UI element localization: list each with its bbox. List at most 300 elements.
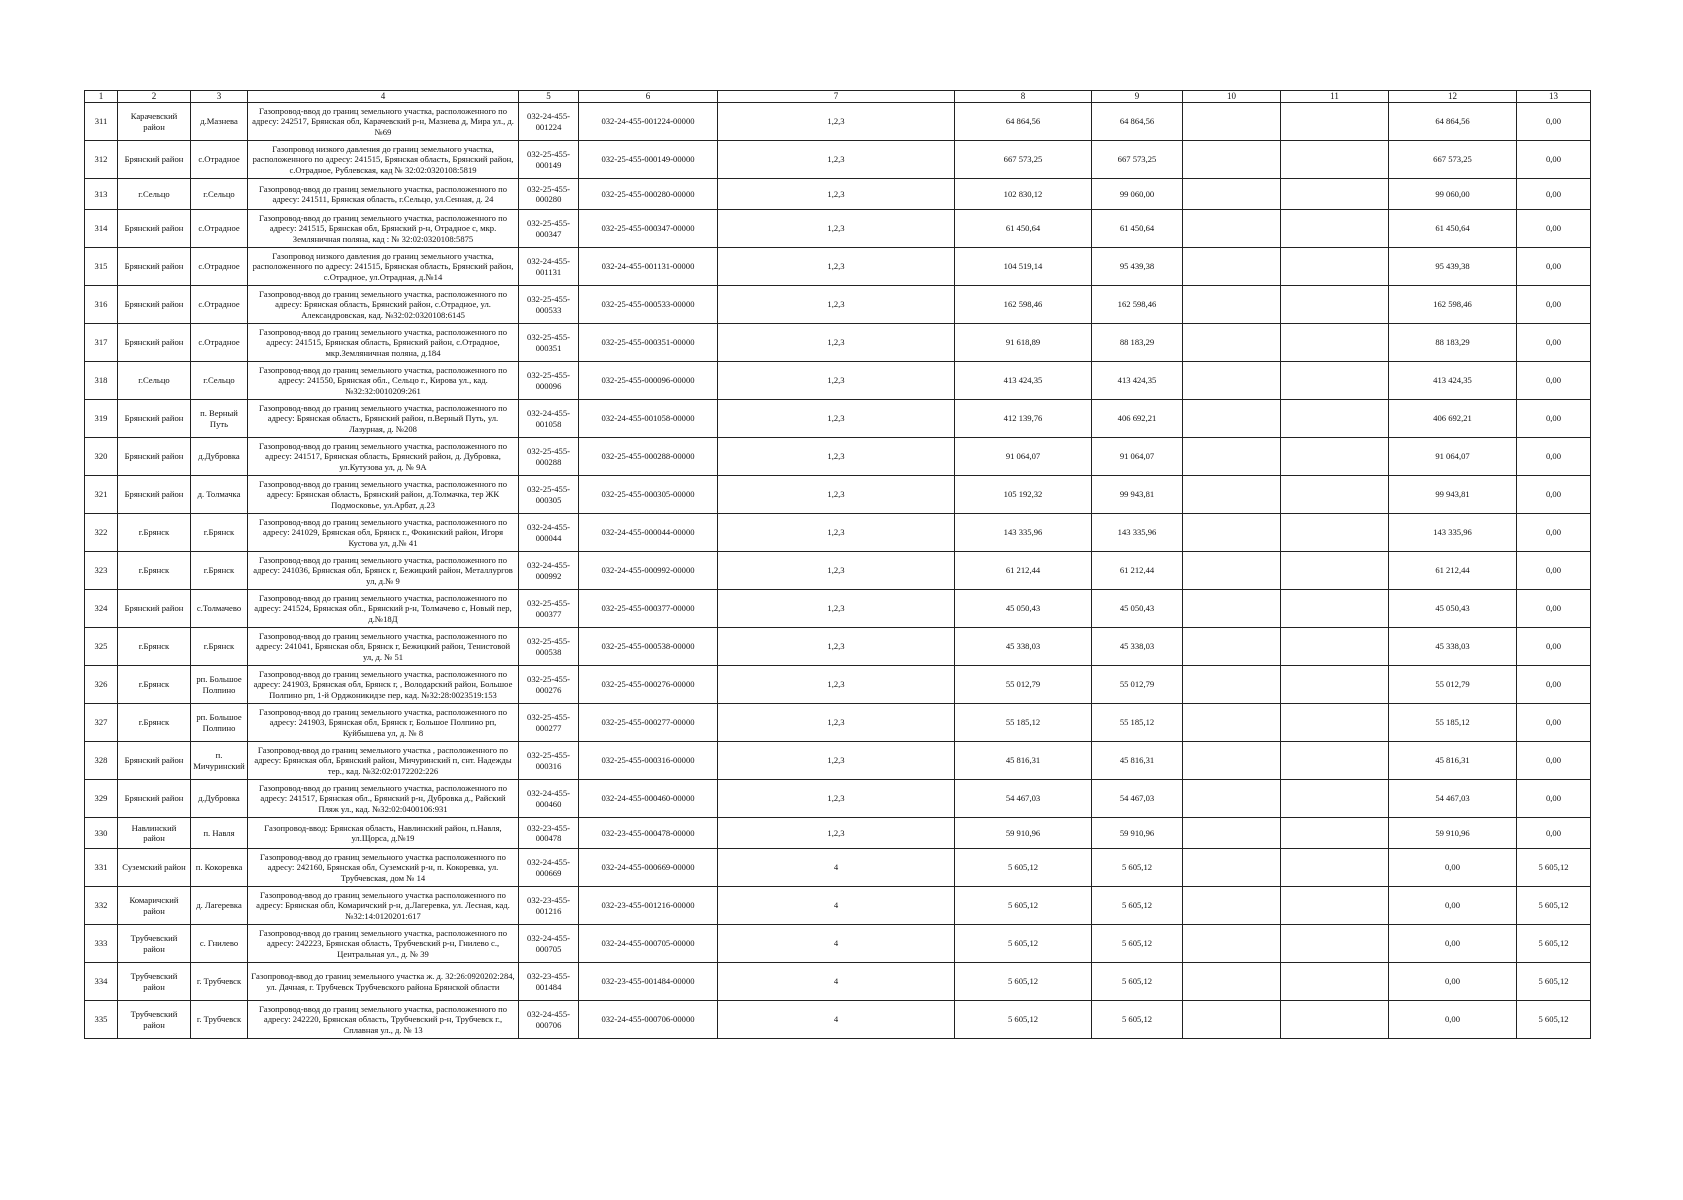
object-description-cell: Газопровод-ввод до границ земельного участка, расположенного по адресу: 241036, Брянская обл, Брянск г, Бежицкий район, Металлургов ул, д.№ 9 [248,552,519,590]
category-cell: 1,2,3 [718,780,955,818]
cost-total-cell: 143 335,96 [955,514,1092,552]
col10-cell [1183,742,1281,780]
table-row [85,324,1591,362]
col10-cell [1183,849,1281,887]
inventory-code-cell: 032-25-455-000347-00000 [579,210,718,248]
cost-col13-cell: 0,00 [1517,552,1591,590]
col10-cell [1183,210,1281,248]
col11-cell [1281,476,1389,514]
district-cell: Брянский район [118,286,191,324]
object-description-cell: Газопровод-ввод до границ земельного участка расположенного по адресу: Брянская обл, Комаричский р-н, д.Лагеревка, ул. Лесная, кад.№32:14:0120201:617 [248,887,519,925]
object-description-cell: Газопровод-ввод до границ земельного участка, расположенного по адресу: Брянская область, Брянский район, д.Толмачка, тер ЖК Подмосковье, ул.Арбат, д.23 [248,476,519,514]
row-number: 334 [85,963,118,1001]
column-header: 2 [118,91,191,103]
cost-col13-cell: 0,00 [1517,438,1591,476]
object-description-cell: Газопровод-ввод до границ земельного участка, расположенного по адресу: 241517, Брянская обл., Брянский р-н, Дубровка д., Райский Пляж ул., кад. №32:02:0400106:931 [248,780,519,818]
row-number: 322 [85,514,118,552]
cost-accepted-cell: 99 943,81 [1092,476,1183,514]
table-row [85,704,1591,742]
cost-col13-cell: 0,00 [1517,362,1591,400]
district-cell: Брянский район [118,400,191,438]
cost-total-cell: 102 830,12 [955,179,1092,210]
category-cell: 1,2,3 [718,179,955,210]
col11-cell [1281,514,1389,552]
cost-col12-cell: 45 338,03 [1389,628,1517,666]
cost-col13-cell: 0,00 [1517,141,1591,179]
district-cell: г.Сельцо [118,362,191,400]
district-cell: Трубчевский район [118,1001,191,1039]
district-cell: г.Брянск [118,704,191,742]
table-row [85,362,1591,400]
col11-cell [1281,742,1389,780]
col11-cell [1281,400,1389,438]
cost-col13-cell: 0,00 [1517,248,1591,286]
cost-col12-cell: 406 692,21 [1389,400,1517,438]
cost-total-cell: 45 816,31 [955,742,1092,780]
col10-cell [1183,324,1281,362]
settlement-cell: г.Брянск [191,628,248,666]
settlement-cell: д.Дубровка [191,438,248,476]
col10-cell [1183,362,1281,400]
col11-cell [1281,248,1389,286]
inventory-code-cell: 032-24-455-000460-00000 [579,780,718,818]
col11-cell [1281,818,1389,849]
cost-total-cell: 55 012,79 [955,666,1092,704]
inventory-code-cell: 032-24-455-000669-00000 [579,849,718,887]
column-header: 6 [579,91,718,103]
table-row [85,179,1591,210]
row-number: 314 [85,210,118,248]
settlement-cell: п. Кокоревка [191,849,248,887]
col11-cell [1281,286,1389,324]
object-description-cell: Газопровод-ввод: Брянская область, Навлинский район, п.Навля, ул.Щорса, д.№19 [248,818,519,849]
district-cell: Брянский район [118,141,191,179]
table-row [85,925,1591,963]
col10-cell [1183,438,1281,476]
row-number: 326 [85,666,118,704]
cadastral-number-cell: 032-25-455-000288 [519,438,579,476]
settlement-cell: с. Гнилево [191,925,248,963]
row-number: 317 [85,324,118,362]
category-cell: 4 [718,849,955,887]
col11-cell [1281,887,1389,925]
category-cell: 1,2,3 [718,552,955,590]
cost-accepted-cell: 5 605,12 [1092,963,1183,1001]
category-cell: 1,2,3 [718,666,955,704]
cost-col12-cell: 55 012,79 [1389,666,1517,704]
cost-total-cell: 45 050,43 [955,590,1092,628]
inventory-code-cell: 032-25-455-000149-00000 [579,141,718,179]
column-header: 9 [1092,91,1183,103]
table-row [85,887,1591,925]
cost-col12-cell: 61 212,44 [1389,552,1517,590]
col11-cell [1281,628,1389,666]
district-cell: Брянский район [118,210,191,248]
cost-col12-cell: 45 050,43 [1389,590,1517,628]
district-cell: Навлинский район [118,818,191,849]
cost-total-cell: 105 192,32 [955,476,1092,514]
table-row [85,438,1591,476]
col10-cell [1183,476,1281,514]
category-cell: 1,2,3 [718,476,955,514]
settlement-cell: с.Отрадное [191,248,248,286]
settlement-cell: д.Мазнева [191,103,248,141]
cadastral-number-cell: 032-24-455-000705 [519,925,579,963]
cost-col13-cell: 5 605,12 [1517,1001,1591,1039]
col11-cell [1281,780,1389,818]
cost-total-cell: 59 910,96 [955,818,1092,849]
cost-col12-cell: 99 943,81 [1389,476,1517,514]
cadastral-number-cell: 032-25-455-000351 [519,324,579,362]
inventory-code-cell: 032-23-455-000478-00000 [579,818,718,849]
cost-col13-cell: 0,00 [1517,324,1591,362]
col11-cell [1281,438,1389,476]
column-header: 4 [248,91,519,103]
column-header: 11 [1281,91,1389,103]
table-row [85,103,1591,141]
object-description-cell: Газопровод низкого давления до границ земельного участка, расположенного по адресу: 241515, Брянская область, Брянский район, с.Отрадное, ул.Отрадная, д.№14 [248,248,519,286]
gas-pipeline-table [84,90,1591,1039]
cadastral-number-cell: 032-25-455-000149 [519,141,579,179]
cost-col12-cell: 91 064,07 [1389,438,1517,476]
cost-col12-cell: 143 335,96 [1389,514,1517,552]
cost-accepted-cell: 413 424,35 [1092,362,1183,400]
col10-cell [1183,704,1281,742]
inventory-code-cell: 032-25-455-000538-00000 [579,628,718,666]
col10-cell [1183,514,1281,552]
col11-cell [1281,179,1389,210]
col10-cell [1183,286,1281,324]
col10-cell [1183,141,1281,179]
settlement-cell: г.Сельцо [191,362,248,400]
col11-cell [1281,849,1389,887]
row-number: 313 [85,179,118,210]
col10-cell [1183,590,1281,628]
table-row [85,552,1591,590]
cost-total-cell: 5 605,12 [955,1001,1092,1039]
inventory-code-cell: 032-25-455-000351-00000 [579,324,718,362]
category-cell: 4 [718,887,955,925]
district-cell: Комаричский район [118,887,191,925]
col10-cell [1183,248,1281,286]
cost-accepted-cell: 5 605,12 [1092,887,1183,925]
table-row [85,248,1591,286]
col11-cell [1281,362,1389,400]
cadastral-number-cell: 032-24-455-001224 [519,103,579,141]
object-description-cell: Газопровод-ввод до границ земельного участка, расположенного по адресу: Брянская область, Брянский район, п.Верный Путь, ул. Лазурная, д. №208 [248,400,519,438]
settlement-cell: п. Верный Путь [191,400,248,438]
cadastral-number-cell: 032-25-455-000347 [519,210,579,248]
row-number: 325 [85,628,118,666]
district-cell: Брянский район [118,590,191,628]
district-cell: г.Брянск [118,514,191,552]
row-number: 327 [85,704,118,742]
cost-col12-cell: 64 864,56 [1389,103,1517,141]
row-number: 320 [85,438,118,476]
table-body [85,103,1591,1039]
column-header: 5 [519,91,579,103]
cost-col13-cell: 0,00 [1517,179,1591,210]
cost-col13-cell: 0,00 [1517,476,1591,514]
cost-accepted-cell: 5 605,12 [1092,849,1183,887]
cost-col13-cell: 0,00 [1517,400,1591,438]
district-cell: Суземский район [118,849,191,887]
cost-accepted-cell: 45 338,03 [1092,628,1183,666]
col10-cell [1183,666,1281,704]
object-description-cell: Газопровод-ввод до границ земельного участка , расположенного по адресу: Брянская обл, Брянский район, Мичуринский п, снт. Надежды тер., кад. №32:02:0172202:226 [248,742,519,780]
settlement-cell: с.Толмачево [191,590,248,628]
inventory-code-cell: 032-25-455-000277-00000 [579,704,718,742]
cost-total-cell: 667 573,25 [955,141,1092,179]
district-cell: Брянский район [118,476,191,514]
object-description-cell: Газопровод-ввод до границ земельного участка, расположенного по адресу: 241903, Брянская обл, Брянск г, Большое Полпино рп, Куйбышева ул, д. № 8 [248,704,519,742]
cost-total-cell: 45 338,03 [955,628,1092,666]
settlement-cell: г.Брянск [191,514,248,552]
category-cell: 1,2,3 [718,818,955,849]
col10-cell [1183,925,1281,963]
cost-col12-cell: 413 424,35 [1389,362,1517,400]
col11-cell [1281,210,1389,248]
cost-col13-cell: 0,00 [1517,103,1591,141]
cost-total-cell: 91 064,07 [955,438,1092,476]
col10-cell [1183,963,1281,1001]
district-cell: Карачевский район [118,103,191,141]
cost-accepted-cell: 45 050,43 [1092,590,1183,628]
cost-accepted-cell: 99 060,00 [1092,179,1183,210]
cost-total-cell: 61 212,44 [955,552,1092,590]
table-row [85,141,1591,179]
table-row [85,780,1591,818]
object-description-cell: Газопровод-ввод до границ земельного участка, расположенного по адресу: 242517, Брянская обл, Карачевский р-н, Мазнева д, Мира ул., д.№69 [248,103,519,141]
object-description-cell: Газопровод-ввод до границ земельного участка расположенного по адресу: 242160, Брянская обл, Суземский р-н, п. Кокоревка, ул. Трубчевская, дом № 14 [248,849,519,887]
object-description-cell: Газопровод-ввод до границ земельного участка, расположенного по адресу: 241041, Брянская обл, Брянск г, Бежицкий район, Тенистовой ул, д. № 51 [248,628,519,666]
col10-cell [1183,780,1281,818]
cost-accepted-cell: 64 864,56 [1092,103,1183,141]
district-cell: г.Брянск [118,628,191,666]
cost-accepted-cell: 406 692,21 [1092,400,1183,438]
cost-col12-cell: 54 467,03 [1389,780,1517,818]
object-description-cell: Газопровод-ввод до границ земельного участка, расположенного по адресу: 241550, Брянская обл., Сельцо г., Кирова ул., кад. №32:32:0010209:261 [248,362,519,400]
inventory-code-cell: 032-25-455-000096-00000 [579,362,718,400]
column-header: 1 [85,91,118,103]
cost-col12-cell: 55 185,12 [1389,704,1517,742]
district-cell: г.Сельцо [118,179,191,210]
col10-cell [1183,103,1281,141]
object-description-cell: Газопровод-ввод до границ земельного участка, расположенного по адресу: 241517, Брянская область, Брянский район, д. Дубровка, ул.Кутузова ул, д. № 9А [248,438,519,476]
table-row [85,400,1591,438]
col11-cell [1281,590,1389,628]
settlement-cell: г. Трубчевск [191,963,248,1001]
cost-col12-cell: 99 060,00 [1389,179,1517,210]
row-number: 330 [85,818,118,849]
row-number: 319 [85,400,118,438]
cost-col12-cell: 0,00 [1389,1001,1517,1039]
col11-cell [1281,963,1389,1001]
table-row [85,742,1591,780]
table-row [85,666,1591,704]
cost-col12-cell: 0,00 [1389,887,1517,925]
table-row [85,590,1591,628]
col11-cell [1281,324,1389,362]
row-number: 329 [85,780,118,818]
object-description-cell: Газопровод-ввод до границ земельного участка, расположенного по адресу: 241515, Брянская обл, Брянский р-н, Отрадное с, мкр. Земляничная поляна, кад : № 32:02:0320108:5875 [248,210,519,248]
col10-cell [1183,552,1281,590]
cadastral-number-cell: 032-25-455-000305 [519,476,579,514]
inventory-code-cell: 032-24-455-001224-00000 [579,103,718,141]
object-description-cell: Газопровод низкого давления до границ земельного участка, расположенного по адресу: 241515, Брянская область, Брянский район, с.Отрадное, Рублевская, кад № 32:02:0320108:5819 [248,141,519,179]
cadastral-number-cell: 032-25-455-000538 [519,628,579,666]
cost-col13-cell: 0,00 [1517,286,1591,324]
col11-cell [1281,141,1389,179]
inventory-code-cell: 032-25-455-000288-00000 [579,438,718,476]
cost-col12-cell: 0,00 [1389,963,1517,1001]
inventory-code-cell: 032-25-455-000377-00000 [579,590,718,628]
cadastral-number-cell: 032-25-455-000096 [519,362,579,400]
settlement-cell: д. Лагеревка [191,887,248,925]
cost-col13-cell: 0,00 [1517,514,1591,552]
inventory-code-cell: 032-24-455-001131-00000 [579,248,718,286]
table-row [85,210,1591,248]
cost-col13-cell: 5 605,12 [1517,925,1591,963]
settlement-cell: рп. Большое Полпино [191,666,248,704]
cadastral-number-cell: 032-23-455-001216 [519,887,579,925]
inventory-code-cell: 032-25-455-000305-00000 [579,476,718,514]
category-cell: 1,2,3 [718,324,955,362]
inventory-code-cell: 032-25-455-000316-00000 [579,742,718,780]
cost-accepted-cell: 45 816,31 [1092,742,1183,780]
cost-accepted-cell: 667 573,25 [1092,141,1183,179]
cost-total-cell: 5 605,12 [955,963,1092,1001]
cost-accepted-cell: 59 910,96 [1092,818,1183,849]
settlement-cell: д.Дубровка [191,780,248,818]
column-header: 7 [718,91,955,103]
header-row [85,91,1591,103]
cadastral-number-cell: 032-25-455-000276 [519,666,579,704]
row-number: 335 [85,1001,118,1039]
cost-col13-cell: 0,00 [1517,818,1591,849]
row-number: 323 [85,552,118,590]
cost-accepted-cell: 55 185,12 [1092,704,1183,742]
cost-total-cell: 61 450,64 [955,210,1092,248]
cost-col13-cell: 0,00 [1517,628,1591,666]
object-description-cell: Газопровод-ввод до границ земельного участка, расположенного по адресу: 241511, Брянская область, г.Сельцо, ул.Сенная, д. 24 [248,179,519,210]
object-description-cell: Газопровод-ввод до границ земельного участка, расположенного по адресу: 241524, Брянская обл., Брянский р-н, Толмачево с, Новый пер, д.№18Д [248,590,519,628]
col11-cell [1281,552,1389,590]
object-description-cell: Газопровод-ввод до границ земельного участка ж. д. 32:26:0920202:284, ул. Дачная, г. Трубчевск Трубчевского района Брянской области [248,963,519,1001]
settlement-cell: рп. Большое Полпино [191,704,248,742]
cadastral-number-cell: 032-25-455-000533 [519,286,579,324]
row-number: 324 [85,590,118,628]
cost-total-cell: 412 139,76 [955,400,1092,438]
row-number: 316 [85,286,118,324]
category-cell: 1,2,3 [718,210,955,248]
cost-total-cell: 104 519,14 [955,248,1092,286]
cost-total-cell: 5 605,12 [955,849,1092,887]
cost-col13-cell: 0,00 [1517,590,1591,628]
object-description-cell: Газопровод-ввод до границ земельного участка, расположенного по адресу: Брянская область, Брянский район, с.Отрадное, ул. Александровская, кад. №32:02:0320108:6145 [248,286,519,324]
settlement-cell: г.Сельцо [191,179,248,210]
category-cell: 4 [718,1001,955,1039]
cost-col12-cell: 61 450,64 [1389,210,1517,248]
cadastral-number-cell: 032-25-455-000377 [519,590,579,628]
category-cell: 1,2,3 [718,704,955,742]
category-cell: 4 [718,963,955,1001]
object-description-cell: Газопровод-ввод до границ земельного участка, расположенного по адресу: 241029, Брянская обл, Брянск г., Фокинский район, Игоря Кустова ул, д.№ 41 [248,514,519,552]
document-table-sheet [84,90,1590,1039]
column-header: 13 [1517,91,1591,103]
settlement-cell: г. Трубчевск [191,1001,248,1039]
cost-accepted-cell: 61 450,64 [1092,210,1183,248]
cadastral-number-cell: 032-24-455-001058 [519,400,579,438]
row-number: 331 [85,849,118,887]
cost-col12-cell: 667 573,25 [1389,141,1517,179]
table-row [85,476,1591,514]
district-cell: Трубчевский район [118,963,191,1001]
district-cell: Брянский район [118,438,191,476]
cost-total-cell: 5 605,12 [955,887,1092,925]
cost-total-cell: 91 618,89 [955,324,1092,362]
settlement-cell: с.Отрадное [191,286,248,324]
row-number: 321 [85,476,118,514]
cost-accepted-cell: 55 012,79 [1092,666,1183,704]
settlement-cell: с.Отрадное [191,324,248,362]
col10-cell [1183,818,1281,849]
row-number: 328 [85,742,118,780]
district-cell: Брянский район [118,742,191,780]
cost-accepted-cell: 143 335,96 [1092,514,1183,552]
row-number: 332 [85,887,118,925]
cost-col12-cell: 95 439,38 [1389,248,1517,286]
cost-col12-cell: 45 816,31 [1389,742,1517,780]
category-cell: 1,2,3 [718,438,955,476]
cadastral-number-cell: 032-24-455-001131 [519,248,579,286]
cost-total-cell: 54 467,03 [955,780,1092,818]
cost-col13-cell: 0,00 [1517,210,1591,248]
cost-accepted-cell: 91 064,07 [1092,438,1183,476]
cost-total-cell: 64 864,56 [955,103,1092,141]
row-number: 315 [85,248,118,286]
category-cell: 1,2,3 [718,514,955,552]
object-description-cell: Газопровод-ввод до границ земельного участка, расположенного по адресу: 241515, Брянская область, Брянский район, с.Отрадное, мкр.Земляничная поляна, д.184 [248,324,519,362]
cost-accepted-cell: 95 439,38 [1092,248,1183,286]
category-cell: 4 [718,925,955,963]
cost-col12-cell: 0,00 [1389,925,1517,963]
column-header: 12 [1389,91,1517,103]
inventory-code-cell: 032-25-455-000533-00000 [579,286,718,324]
column-header: 3 [191,91,248,103]
category-cell: 1,2,3 [718,590,955,628]
inventory-code-cell: 032-24-455-000706-00000 [579,1001,718,1039]
category-cell: 1,2,3 [718,103,955,141]
category-cell: 1,2,3 [718,248,955,286]
cost-col13-cell: 5 605,12 [1517,887,1591,925]
col10-cell [1183,179,1281,210]
category-cell: 1,2,3 [718,400,955,438]
cost-col12-cell: 88 183,29 [1389,324,1517,362]
inventory-code-cell: 032-24-455-000044-00000 [579,514,718,552]
cost-col12-cell: 59 910,96 [1389,818,1517,849]
district-cell: Брянский район [118,324,191,362]
cost-col13-cell: 5 605,12 [1517,849,1591,887]
table-row [85,818,1591,849]
col11-cell [1281,704,1389,742]
cost-accepted-cell: 88 183,29 [1092,324,1183,362]
cost-total-cell: 162 598,46 [955,286,1092,324]
table-row [85,849,1591,887]
object-description-cell: Газопровод-ввод до границ земельного участка, расположенного по адресу: 242220, Брянская область, Трубчевский р-н, Трубчевск г., Сплавная ул., д. № 13 [248,1001,519,1039]
col10-cell [1183,1001,1281,1039]
cost-accepted-cell: 61 212,44 [1092,552,1183,590]
